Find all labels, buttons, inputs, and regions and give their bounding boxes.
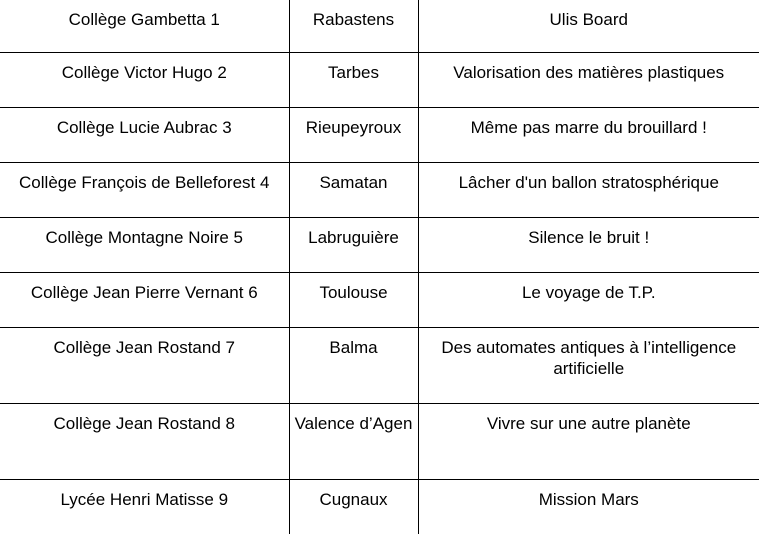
town-cell: Tarbes — [289, 52, 418, 107]
school-cell: Collège François de Belleforest 4 — [0, 162, 289, 217]
school-cell: Collège Jean Rostand 7 — [0, 327, 289, 403]
town-cell: Balma — [289, 327, 418, 403]
school-cell: Lycée Henri Matisse 9 — [0, 479, 289, 534]
project-cell: Mission Mars — [418, 479, 759, 534]
table-row — [0, 52, 759, 107]
town-cell: Cugnaux — [289, 479, 418, 534]
town-cell: Valence d’Agen — [289, 403, 418, 479]
project-cell: Valorisation des matières plastiques — [418, 52, 759, 107]
town-cell: Rabastens — [289, 0, 418, 52]
project-cell: Lâcher d'un ballon stratosphérique — [418, 162, 759, 217]
table-row — [0, 272, 759, 327]
table-row — [0, 327, 759, 403]
project-cell: Des automates antiques à l’intelligence artificielle — [418, 327, 759, 403]
project-cell: Ulis Board — [418, 0, 759, 52]
school-cell: Collège Montagne Noire 5 — [0, 217, 289, 272]
table-row — [0, 0, 759, 52]
town-cell: Toulouse — [289, 272, 418, 327]
town-cell: Labruguière — [289, 217, 418, 272]
project-cell: Silence le bruit ! — [418, 217, 759, 272]
town-cell: Rieupeyroux — [289, 107, 418, 162]
school-cell: Collège Jean Pierre Vernant 6 — [0, 272, 289, 327]
table-row — [0, 107, 759, 162]
school-cell: Collège Gambetta 1 — [0, 0, 289, 52]
school-cell: Collège Jean Rostand 8 — [0, 403, 289, 479]
project-cell: Vivre sur une autre planète — [418, 403, 759, 479]
project-cell: Même pas marre du brouillard ! — [418, 107, 759, 162]
table-row — [0, 479, 759, 534]
table-row — [0, 403, 759, 479]
table-row — [0, 162, 759, 217]
town-cell: Samatan — [289, 162, 418, 217]
school-cell: Collège Victor Hugo 2 — [0, 52, 289, 107]
table-row — [0, 217, 759, 272]
school-cell: Collège Lucie Aubrac 3 — [0, 107, 289, 162]
project-cell: Le voyage de T.P. — [418, 272, 759, 327]
